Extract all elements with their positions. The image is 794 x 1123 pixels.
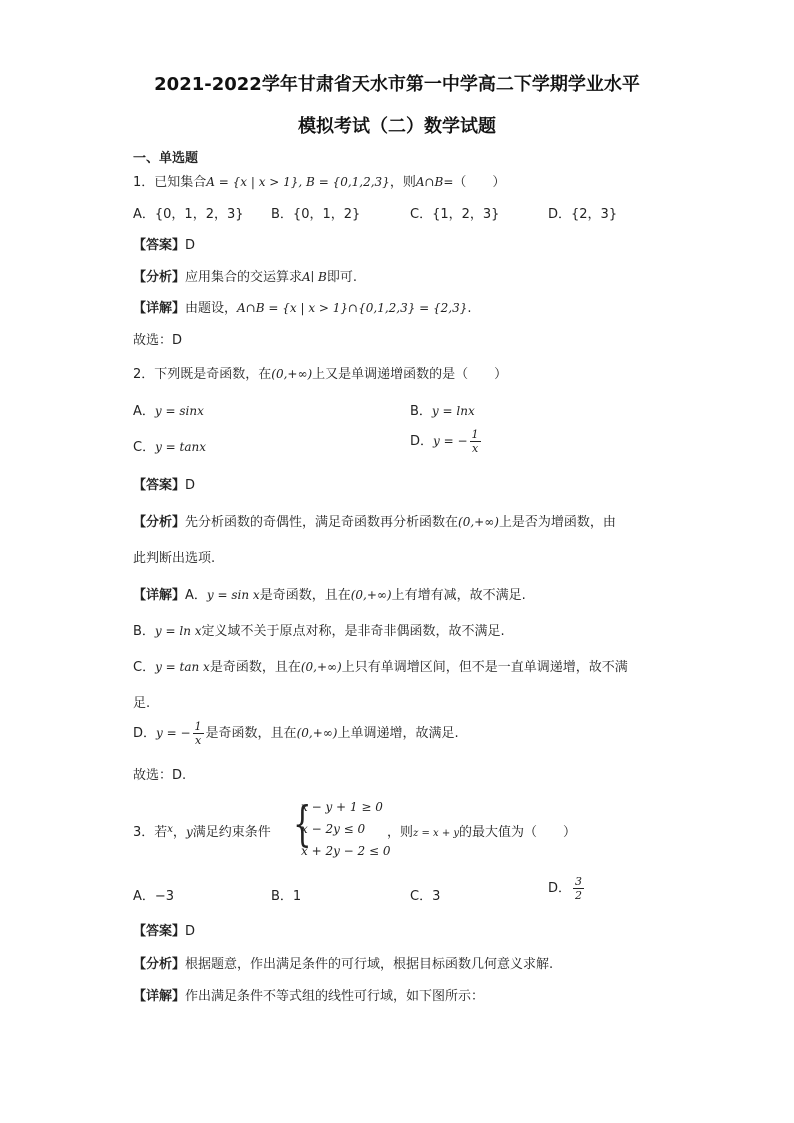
constraint-1: x − y + 1 ≥ 0 <box>301 800 383 814</box>
q2-option-d <box>410 428 483 455</box>
fraction-denominator: x <box>194 734 202 747</box>
q2-option-c <box>133 436 206 455</box>
section-heading: 一、单选题 <box>133 151 199 166</box>
q2-option-c-label: C． <box>133 440 156 455</box>
q2-option-b <box>410 400 475 419</box>
q1-mid: ，则 <box>389 175 416 190</box>
q1-analysis-text: 应用集合的交运算求 <box>185 270 303 285</box>
q3-option-d-label: D． <box>548 881 572 896</box>
q1-conclusion: 故选：D <box>133 333 183 348</box>
q2-stem-post: 上又是单调递增函数的是（ ） <box>312 367 508 382</box>
answer-tag: 【答案】 <box>133 238 186 253</box>
q3-stem-then: ，则 <box>387 825 414 840</box>
q3-analysis <box>133 953 553 972</box>
q3-option-a: A．−3 <box>133 889 175 904</box>
q1-detail-end: . <box>467 301 472 316</box>
fraction-denominator: x <box>471 442 479 455</box>
q2-detail-c-end: 上只有单调增区间，但不是一直单调递增，故不满 <box>341 660 628 675</box>
q1-option-a: A．{0，1，2，3} <box>133 207 244 222</box>
fraction-denominator: 2 <box>575 889 583 902</box>
q2-analysis-interval: (0,+∞) <box>458 515 499 529</box>
q2-detail-d-fraction <box>193 720 204 747</box>
q2-detail-c-interval: (0,+∞) <box>300 660 342 674</box>
q2-option-c-math: y = tanx <box>155 440 207 454</box>
q2-detail-d <box>133 720 459 747</box>
q1-option-d: D．{2，3} <box>548 207 618 222</box>
q3-detail-text: 作出满足条件不等式组的线性可行域，如下图所示： <box>185 989 485 1004</box>
q2-stem-pre: 2．下列既是奇函数，在 <box>133 367 272 382</box>
q3-answer <box>133 920 195 939</box>
fraction-numerator: 3 <box>575 875 583 888</box>
q2-answer <box>133 474 195 493</box>
answer-tag: 【答案】 <box>133 478 186 493</box>
q2-detail-d-end: 上单调递增，故满足. <box>337 726 459 741</box>
q3-option-d <box>548 875 586 902</box>
q2-analysis-end: 上是否为增函数，由 <box>498 515 616 530</box>
q1-analysis-end: 即可. <box>326 270 357 285</box>
q1-detail-math: A∩B = {x | x > 1}∩{0,1,2,3} = {2,3} <box>237 301 468 315</box>
q2-option-d-label: D． <box>410 434 434 449</box>
constraint-3: x + 2y − 2 ≤ 0 <box>301 844 391 858</box>
q3-answer-value: D <box>185 924 196 939</box>
question-2-stem <box>133 363 507 382</box>
q2-detail-c-line2: 足. <box>133 696 151 711</box>
q1-sets: A = {x | x > 1}, B = {0,1,2,3} <box>206 175 390 189</box>
q3-stem-post: 的最大值为（ ） <box>459 825 577 840</box>
q1-detail <box>133 297 472 316</box>
q2-detail-d-mid: 是奇函数，且在 <box>205 726 297 741</box>
q2-detail-a-label: A． <box>185 588 207 603</box>
q3-analysis-text: 根据题意，作出满足条件的可行域，根据目标函数几何意义求解. <box>185 957 554 972</box>
fraction-numerator: 1 <box>471 428 479 441</box>
q1-analysis-math: A∣ B <box>302 270 327 284</box>
q1-detail-text: 由题设， <box>185 301 238 316</box>
q2-detail-d-math: y = − <box>156 726 191 740</box>
q2-detail-c-math: y = tan x <box>155 660 210 674</box>
detail-tag: 【详解】 <box>133 588 186 603</box>
constraint-system <box>301 796 391 862</box>
q3-sep: ， <box>172 825 186 840</box>
q2-analysis-text: 先分析函数的奇偶性，满足奇函数再分析函数在 <box>185 515 459 530</box>
q1-option-b: B．{0，1，2} <box>271 207 361 222</box>
q2-option-a-math: y = sinx <box>154 404 204 418</box>
q1-paren: （ ） <box>453 175 506 190</box>
q1-prefix: 1．已知集合 <box>133 175 207 190</box>
q2-option-b-label: B． <box>410 404 432 419</box>
q2-detail-d-interval: (0,+∞) <box>296 726 338 740</box>
detail-tag: 【详解】 <box>133 301 186 316</box>
analysis-tag: 【分析】 <box>133 515 186 530</box>
q1-ask: A∩B= <box>415 175 454 189</box>
q2-conclusion: 故选：D. <box>133 768 187 783</box>
q1-analysis <box>133 266 357 285</box>
q2-option-b-math: y = lnx <box>431 404 475 418</box>
q2-analysis <box>133 511 616 530</box>
q2-detail-a-interval: (0,+∞) <box>350 588 392 602</box>
q3-option-c: C．3 <box>410 889 441 904</box>
detail-tag: 【详解】 <box>133 989 186 1004</box>
q3-detail <box>133 985 484 1004</box>
q2-detail-a-math: y = sin x <box>206 588 260 602</box>
analysis-tag: 【分析】 <box>133 957 186 972</box>
q3-stem-mid: 满足约束条件 <box>192 825 271 840</box>
q2-detail-c-mid: 是奇函数，且在 <box>209 660 301 675</box>
q3-var-x: x <box>167 824 173 835</box>
q2-detail-b <box>133 620 505 639</box>
constraint-brace: { <box>293 796 312 852</box>
q2-interval: (0,+∞) <box>271 367 313 381</box>
constraint-2: x − 2y ≤ 0 <box>301 822 366 836</box>
paper-title-line2: 模拟考试（二）数学试题 <box>298 116 496 137</box>
q3-option-b: B．1 <box>271 889 302 904</box>
q2-detail-c <box>133 656 628 675</box>
analysis-tag: 【分析】 <box>133 270 186 285</box>
q1-answer-value: D <box>185 238 196 253</box>
q1-option-c: C．{1，2，3} <box>410 207 500 222</box>
q2-detail-a <box>133 584 526 603</box>
q3-var-y: y <box>185 825 193 839</box>
q2-detail-b-math: y = ln x <box>154 624 202 638</box>
q3-objective: z = x + y <box>413 828 460 839</box>
q2-option-a-label: A． <box>133 404 155 419</box>
question-3-stem-start <box>133 821 271 840</box>
q2-option-d-math: y = − <box>433 434 468 448</box>
q2-detail-c-label: C． <box>133 660 156 675</box>
q2-detail-d-label: D． <box>133 726 157 741</box>
q2-option-d-fraction <box>470 428 481 455</box>
q2-detail-b-label: B． <box>133 624 155 639</box>
q2-detail-a-end: 上有增有减，故不满足. <box>391 588 526 603</box>
question-1-stem <box>133 171 505 190</box>
paper-title-line1: 2021-2022学年甘肃省天水市第一中学高二下学期学业水平 <box>154 74 640 95</box>
fraction-numerator: 1 <box>194 720 202 733</box>
q3-option-d-fraction <box>573 875 584 902</box>
question-3-stem-end <box>387 821 576 840</box>
q2-detail-b-end: 定义域不关于原点对称，是非奇非偶函数，故不满足. <box>201 624 505 639</box>
q3-stem-pre: 3．若 <box>133 825 168 840</box>
q2-analysis-line2: 此判断出选项. <box>133 551 216 566</box>
q2-detail-a-mid: 是奇函数，且在 <box>259 588 351 603</box>
q1-answer <box>133 234 195 253</box>
answer-tag: 【答案】 <box>133 924 186 939</box>
q2-option-a <box>133 400 204 419</box>
q2-answer-value: D <box>185 478 196 493</box>
